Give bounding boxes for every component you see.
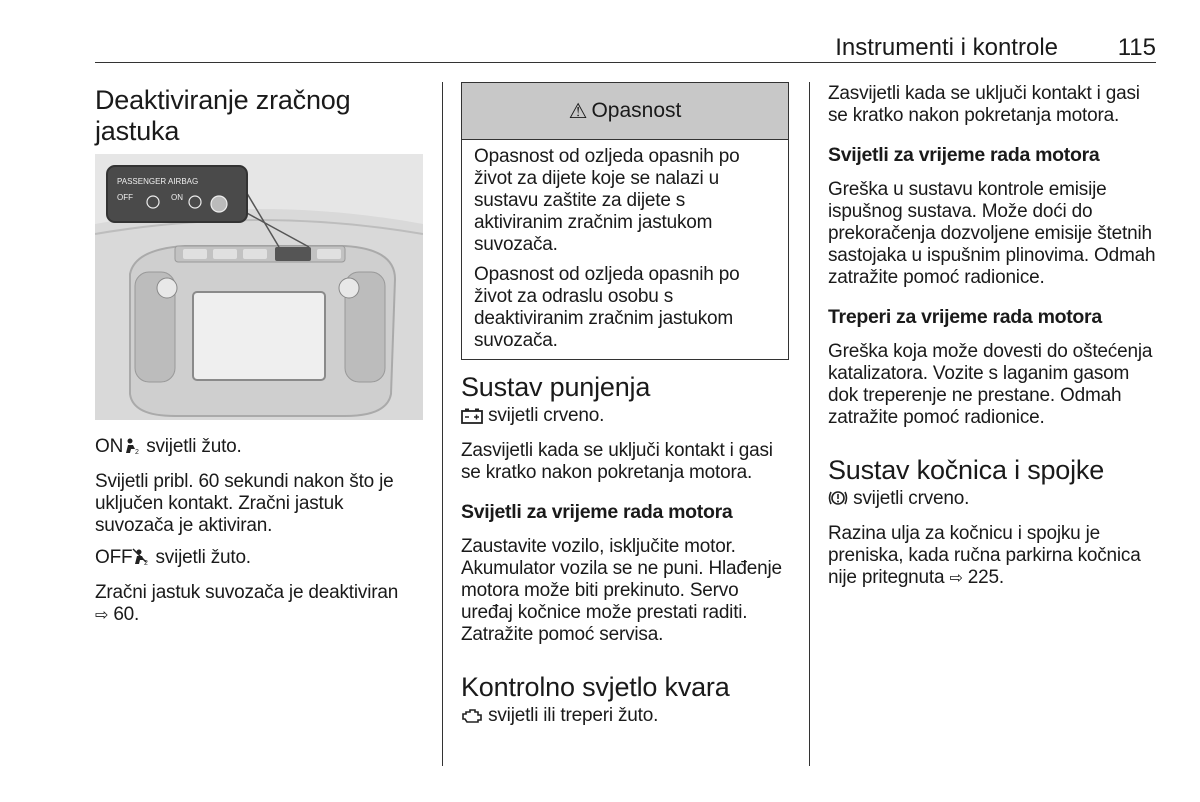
passenger-airbag-off-icon [132, 548, 150, 572]
page-reference-link[interactable]: 225. [967, 567, 1004, 588]
dashboard-airbag-illustration [95, 154, 423, 420]
danger-paragraph-adult: Opasnost od ozljeda opasnih po život za odraslu osobu s deaktiviranim zračnim jastukom suvozača. [474, 264, 740, 351]
charging-status: svijetli crveno. [461, 405, 791, 430]
malfunction-status: svijetli ili treperi žuto. [461, 705, 791, 730]
airbag-on-description: Svijetli pribl. 60 sekundi nakon što je uključen kontakt. Zračni jastuk suvozača je aktiviran. [95, 471, 394, 536]
svg-text:OFF: OFF [117, 193, 133, 202]
charging-running-description: Zaustavite vozilo, isključite motor. Akumulator vozila se ne puni. Hlađenje motora može biti prekinuto. Servo uređaj kočnice može prestati raditi. Zatražite pomoć servisa. [461, 536, 782, 645]
column-3-text [828, 83, 1158, 590]
brake-status: svijetli crveno. [828, 488, 1158, 513]
svg-text:2: 2 [135, 449, 139, 455]
danger-title: Opasnost [591, 99, 682, 122]
running-header-title: Instrumenti i kontrole [835, 34, 1058, 61]
flashing-subheading: Treperi za vrijeme rada motora [828, 306, 1102, 328]
emission-description: Greška u sustavu kontrole emisije ispušnog sustava. Može doći do prekoračenja dozvoljene emisije štetnih sastojaka u ispušnim plinovima. Odmah zatražite pomoć radionice. [828, 179, 1156, 288]
passenger-airbag-icon [123, 437, 141, 461]
section-heading-malfunction-light: Kontrolno svjetlo kvara [461, 672, 730, 702]
brake-warning-icon [828, 489, 848, 513]
warning-triangle-icon: ⚠ [568, 99, 588, 123]
heading-line-1: Deaktiviranje zračnog [95, 85, 351, 115]
engine-icon [461, 708, 483, 730]
malfunction-description: Zasvijetli kada se uključi kontakt i gasi se kratko nakon pokretanja motora. [828, 83, 1140, 126]
brake-description: Razina ulja za kočnicu i spojku je preniska, kada ručna parkirna kočnica nije pritegnuta ⇨ 225. [828, 523, 1141, 588]
battery-icon [461, 408, 483, 430]
airbag-deactivated-description: Zračni jastuk suvozača je deaktiviran ⇨ 60. [95, 582, 399, 625]
page-number: 115 [1117, 34, 1156, 61]
danger-header [462, 83, 788, 140]
panel-label-text: PASSENGER AIRBAG [117, 177, 199, 186]
page-reference-arrow-icon: ⇨ [949, 570, 963, 587]
section-heading-charging-system: Sustav punjenja [461, 372, 651, 402]
svg-text:ON: ON [171, 193, 183, 202]
emission-subheading: Svijetli za vrijeme rada motora [828, 144, 1100, 166]
page-reference-arrow-icon: ⇨ [95, 607, 109, 624]
section-heading-brake-clutch: Sustav kočnica i spojke [828, 455, 1105, 485]
heading-line-2: jastuka [95, 116, 180, 146]
airbag-off-status: OFF 2 svijetli žuto. [95, 547, 425, 572]
column-divider-2 [809, 82, 810, 766]
airbag-on-status: ON 2 svijetli žuto. [95, 436, 425, 461]
section-heading-airbag-deactivation [95, 85, 425, 147]
column-1 [95, 80, 425, 147]
column-2-text [461, 372, 791, 730]
column-divider-1 [442, 82, 443, 766]
charging-subheading: Svijetli za vrijeme rada motora [461, 501, 733, 523]
charging-description: Zasvijetli kada se uključi kontakt i gasi se kratko nakon pokretanja motora. [461, 440, 773, 483]
danger-paragraph-child: Opasnost od ozljeda opasnih po život za dijete koje se nalazi u sustavu zaštite za dijete s aktiviranim zračnim jastukom suvozača. [474, 146, 740, 255]
page-reference-link[interactable]: 60. [113, 604, 140, 625]
danger-warning-box [461, 82, 789, 360]
flashing-description: Greška koja može dovesti do oštećenja katalizatora. Vozite s laganim gasom dok treperenje ne prestane. Odmah zatražite pomoć radionice. [828, 341, 1153, 428]
column-1-text [95, 436, 425, 627]
svg-text:2: 2 [144, 560, 149, 566]
header-rule [95, 62, 1156, 63]
